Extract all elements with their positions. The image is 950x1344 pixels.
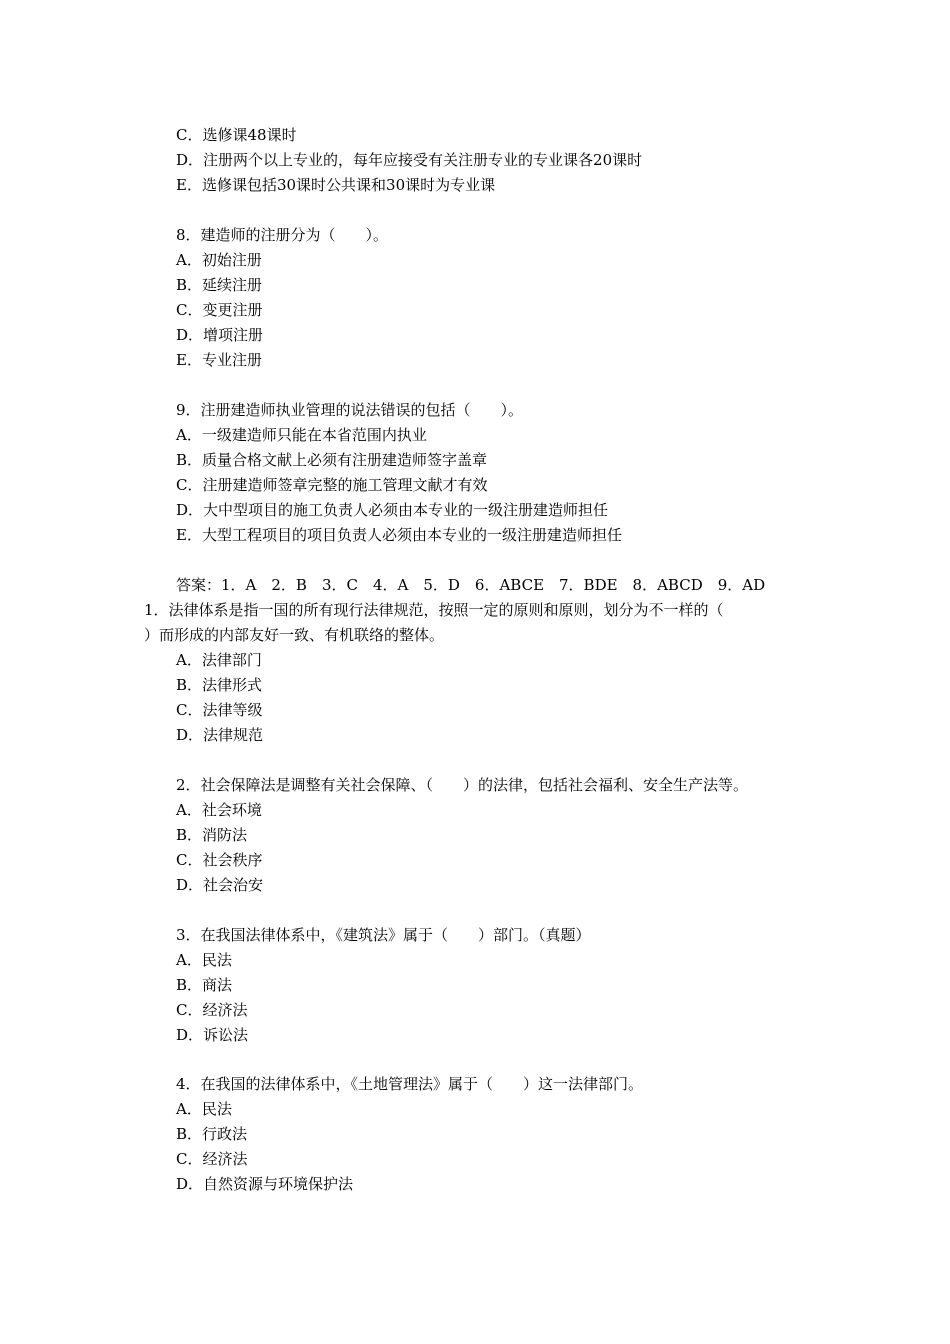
option-9a: A．一级建造师只能在本省范围内执业 (176, 426, 427, 444)
option-1d: D．法律规范 (176, 726, 264, 744)
option-7e: E．选修课包括30课时公共课和30课时为专业课 (176, 176, 496, 194)
option-9e: E．大型工程项目的项目负责人必须由本专业的一级注册建造师担任 (176, 526, 622, 544)
option-7d: D．注册两个以上专业的，每年应接受有关注册专业的专业课各20课时 (176, 151, 643, 169)
option-4b: B．行政法 (176, 1125, 248, 1143)
option-4a: A．民法 (176, 1100, 232, 1118)
option-4d: D．自然资源与环境保护法 (176, 1175, 354, 1193)
question-1-stem-line1: 1．法律体系是指一国的所有现行法律规范，按照一定的原则和原则，划分为不一样的（ (144, 601, 724, 619)
answer-key: 答案：1．A 2．B 3．C 4．A 5．D 6．ABCE 7．BDE 8．ABCD 9．AD (176, 576, 766, 594)
question-8-stem: 8．建造师的注册分为（ ）。 (176, 226, 389, 244)
option-3b: B．商法 (176, 976, 233, 994)
option-3a: A．民法 (176, 951, 232, 969)
option-2b: B．消防法 (176, 826, 248, 844)
option-9b: B．质量合格文献上必须有注册建造师签字盖章 (176, 451, 488, 469)
option-9d: D．大中型项目的施工负责人必须由本专业的一级注册建造师担任 (176, 501, 609, 519)
option-4c: C．经济法 (176, 1150, 248, 1168)
option-2a: A．社会环境 (176, 801, 262, 819)
option-8a: A．初始注册 (176, 251, 262, 269)
option-9c: C．注册建造师签章完整的施工管理文献才有效 (176, 476, 488, 494)
option-3c: C．经济法 (176, 1001, 248, 1019)
question-9-stem: 9．注册建造师执业管理的说法错误的包括（ ）。 (176, 401, 524, 419)
option-8d: D．增项注册 (176, 326, 264, 344)
question-1-stem-line2: ）而形成的内部友好一致、有机联络的整体。 (144, 626, 445, 644)
option-1a: A．法律部门 (176, 651, 262, 669)
question-3-stem: 3．在我国法律体系中，《建筑法》属于（ ）部门。（真题） (176, 926, 591, 944)
question-4-stem: 4．在我国的法律体系中，《土地管理法》属于（ ）这一法律部门。 (176, 1075, 644, 1093)
option-8c: C．变更注册 (176, 301, 263, 319)
option-2d: D．社会治安 (176, 876, 264, 894)
option-3d: D．诉讼法 (176, 1026, 249, 1044)
option-8e: E．专业注册 (176, 351, 262, 369)
question-2-stem: 2．社会保障法是调整有关社会保障、（ ）的法律，包括社会福利、安全生产法等。 (176, 776, 749, 794)
option-2c: C．社会秩序 (176, 851, 263, 869)
option-1b: B．法律形式 (176, 676, 263, 694)
option-7c: C．选修课48课时 (176, 126, 297, 144)
option-1c: C．法律等级 (176, 701, 263, 719)
option-8b: B．延续注册 (176, 276, 263, 294)
